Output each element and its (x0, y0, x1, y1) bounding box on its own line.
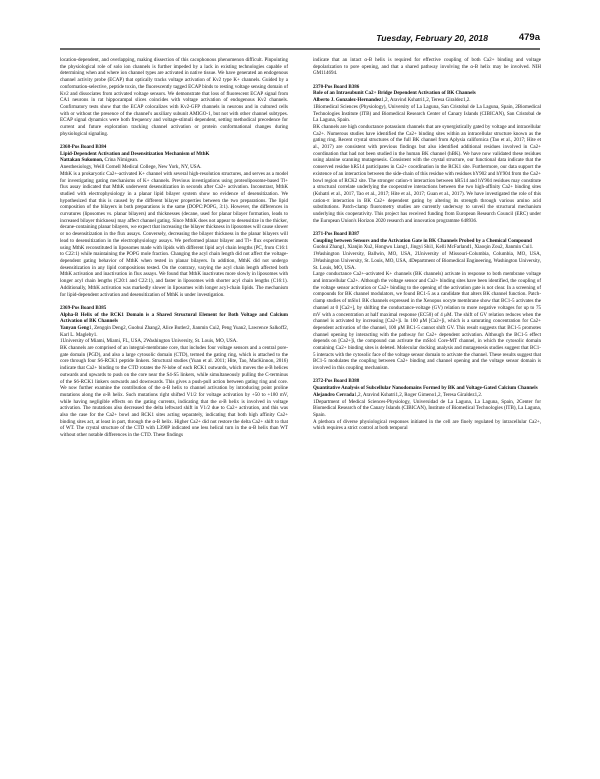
presenting-author: Alejandro Cerrada (313, 391, 355, 398)
left-column (60, 57, 288, 445)
abstract-2372 (313, 378, 541, 432)
co-authors: 1,2, Aravind Kshatri1,2, Roger Gimeno1,2, Teresa Giraldez1,2. (354, 391, 483, 398)
board-number: 2372-Pos Board B388 (313, 378, 360, 385)
page-number: 479a (518, 32, 540, 43)
co-authors: 1,2, Aravind Kshatri1,2, Teresa Giraldez1,2. (381, 97, 471, 104)
abstract-authors (60, 157, 288, 164)
abstract-title: Alpha-B Helix of the RCK1 Domain is a Shared Structural Element for Both Voltage and Calcium Activation of BK Channels (60, 311, 288, 325)
co-authors: Crina Nimigean. (103, 157, 139, 164)
abstract-title: Quantitative Analysis of Subcellular Nanodomains Formed by BK and Voltage-Gated Calcium Channels (313, 385, 538, 392)
board-number: 2370-Pos Board B386 (313, 83, 360, 90)
abstract-title: Coupling between Sensors and the Activation Gate in BK Channels Probed by a Chemical Compound (313, 237, 532, 244)
presenting-author: Alberto J. Gonzalez-Hernandez (313, 97, 382, 104)
abstract-authors (313, 97, 541, 104)
abstract-affiliation: Anesthesiology, Weill Cornell Medical College, New York, NY, USA. (60, 164, 202, 171)
abstract-continuation: location-dependent, and overlapping, making dissection of this cacophonous phenomenon difficult. Pinpointing the physiological role of solo ion channels is further impeded by a lack in existing technologies capable of determining when and where ion channel types are activated in native tissue. We have generated an endogenous channel activity probe (ECAP) that optically tracks voltage activation of Kv2 type K+ channels. Guided by a conformation-selective, peptide toxin, the fluorescently tagged ECAP binds to resting voltage sensing domain of Kv2 and dissociates from activated voltage sensors. We demonstrate that loss of fluorescent ECAP signal from CA1 neurons in rat hippocampal slices coincides with voltage activation of endogenous Kv2 channels. Confirmatory tests show that the ECAP colocalizes with Kv2-GFP channels in neurons and in cultured cells with or without the presence of the channel's auxiliary subunit AMIGO-1, but not with other channel subtypes. ECAP signal dynamics were both frequency and voltage-stimuli dependent, setting methodical precedence for current and future exploration tracking channel activation or protein conformational changes during physiological signaling. (60, 57, 288, 137)
presenting-author: Nattakan Sukomon, (60, 157, 104, 164)
abstract-affiliation: 1Washington University, Ballwin, MO, USA, 2University of Missouri-Columbia, Columbia, MO, USA, 3Washington University, St. Louis, MO, USA, 4Department of Biomedical Engineering, Washington University, St. Louis, MO, USA. (313, 251, 541, 271)
presenting-author: Yanyan Geng (60, 324, 90, 331)
board-number: 2369-Pos Board B385 (60, 304, 107, 311)
abstract-affiliation: 1Biomedical Sciences (Physiology), University of La Laguna, San Cristobal de La Laguna, Spain, 2Biomedical Technologies Institute (ITB) and Biomedical Research Center of Canary Islands (CIBICAN), San Cristobal de La Laguna, Spain. (313, 103, 541, 124)
co-authors: Guohui Zhang1, Xianjin Xu2, Hongwu Liang1, Jingyi Shi1, Kelli McFarland1, Xiaoqin Zou2, Jianmin Cui1. (313, 244, 534, 251)
board-number: 2368-Pos Board B384 (60, 144, 107, 151)
abstract-title: Lipid-Dependent Activation and Desensitization Mechanism of MthK (60, 150, 210, 157)
abstract-affiliation: 1Department of Medical Sciences-Physiology, Universidad de La Laguna, La Laguna, Spain, 2Center for Biomedical Research of the Canary Islands (CIBICAN), Institute of Biomedical Technologies (ITB), La Laguna, Spain. (313, 398, 542, 418)
abstract-authors (60, 325, 288, 338)
co-authors: 1, Zengqin Deng2, Guohui Zhang2, Alice Butler2, Jianmin Cui2, Peng Yuan2, Lawrence Salkoff2, Karl L. Magleby1. (60, 324, 288, 338)
abstract-body: BK channels are high conductance potassium channels that are synergistically gated by voltage and intracellular Ca2+. Numerous studies have identified the Ca2+ binding sites within an intracellular structure known as the gating ring. Recent crystal structures of the full BK channel from Aplysia californica (Tao et al., 2017; Hite et al., 2017) are consistent with previous findings but also identified additional residues involved in Ca2+ coordination that had not been studied in the human BK channel (hBK). We have now validated these residues using alanine scanning mutagenesis. Consistent with the crystal structure, our functional data indicate that the conserved residue hR514 participates in Ca2+ coordination in the RCK1 site. Furthermore, our data support the existence of an interaction between the side-chain of this residue with residues hY902 and hY904 from the Ca2+ bowl region of RCK2 site. The stronger cation-π interaction between hR514 and hY904 residues may constitute a structural correlate underlying the cooperative interactions between the two high-affinity Ca2+ binding sites (Kshatri et al., 2017, Tao et al., 2017; Hite et al., 2017; Guan et al., 2017). We have investigated the role of this cation-π interaction in BK Ca2+ dependent gating by altering its strength through various amino acid substitutions. Patch-clamp fluorometry studies are currently underway to unveil the structural mechanism underlying this cooperativity. This project has received funding from European Research Council (ERC) under the European Union's Horizon 2020 research and innovation programme 648936. (313, 123, 541, 224)
issue-date: Tuesday, February 20, 2018 (376, 33, 488, 43)
right-column (313, 57, 541, 439)
abstract-2369 (60, 305, 288, 439)
abstract-continuation: indicate that an intact α-B helix is required for effective coupling of both Ca2+ binding and voltage depolarization to pore opening, and that a shared pathway involving the α-B helix may be involved. NIH GM114694. (313, 57, 541, 77)
abstract-body: Large conductance Ca2+-activated K+ channels (BK channels) activate in response to both membrane voltage and intracellular Ca2+. Although the voltage sensor and Ca2+ binding sites have been identified, the coupling of the voltage sensor activation or Ca2+ binding to the opening of the activation gate is not clear. In a screening of compounds for BK channel modulators, we found BC1-5 as a candidate that alters BK channel function. Patch-clamp studies of mSlo1 BK channels expressed in the Xenopus oocyte membrane show that BC1-5 activates the channel at 0 [Ca2+], by shifting the conductance-voltage (GV) relation to more negative voltages for up to 75 mV with a concentration at half maximal response (EC50) of 4 μM. The shift of GV relation reduces when the channel is activated by increasing [Ca2+]i. In 100 μM [Ca2+]i, which is a saturating concentration for Ca2+ dependent activation of the channel, 100 μM BC1-5 cannot shift GV. This result suggests that BC1-5 promotes channel opening by interacting with the pathway for Ca2+ dependent activation. Although the BC1-5 effect depends on [Ca2+]i, the compound can activate the mSlo1 Core-MT channel, in which the cytosolic domain containing Ca2+ binding sites is deleted. Molecular docking analysis and mutagenesis studies suggest that BC1-5 interacts with the cytosolic face of the voltage sensor domain to activate the channel. These results suggest that BC1-5 modulates the coupling between Ca2+ binding and channel opening and the voltage sensor domain is involved in this coupling mechanism. (313, 271, 541, 372)
abstract-2371 (313, 231, 541, 372)
abstract-authors (313, 392, 541, 399)
board-number: 2371-Pos Board B387 (313, 231, 360, 238)
abstract-body: BK channels are comprised of an integral-membrane core, that includes four voltage sensors and a central pore-gate domain (PGD), and also a large cytosolic domain (CTD), termed the gating ring, which is attached to the core through four S6-RCK1 peptide linkers. Structural studies (Yuan et al. 2011; Hite, Tao, MacKinnon, 2016) indicate that Ca2+ binding to the CTD rotates the N-lobe of each RCK1 outwards, which moves the α-B helices outwards and upwards to push on the core near the S4-S5 linkers, while simultaneously pulling the C-terminus of the S6-RCK1 linkers outwards and downwards. This gives a push-pull action between gating ring and core. We now further examine the contribution of the α-B helix to channel activation by introducing point proline mutations along the α-B helix. Such mutations right shifted V1/2 for voltage activation by +50 to +180 mV, while having negligible effects on the gating currents, indicating that the α-B helix is involved in voltage activation. The mutations also decreased the delta leftward shift in V1/2 due to Ca2+ activation, and this was also the case for the Ca2+ bowl and RCK1 sites acting separately, indicating that both high affinity Ca2+ binding sites act, at least in part, through the α-B helix. Higher Ca2+ did not restore the delta Ca2+ shift to that of WT. The crystal structure of the CTD with L390P indicated one less helical turn in the α-B helix than WT without other notable differences in the CTD. These findings (60, 345, 288, 439)
abstract-body: A plethora of diverse physiological responses initiated in the cell are finely regulated by intracellular Ca2+, which requires a strict control at both temporal (313, 418, 541, 432)
abstract-2368 (60, 144, 288, 298)
abstract-title: Role of an Intrasubunit Ca2+ Bridge Dependent Activation of BK Channels (313, 90, 476, 97)
abstract-2370 (313, 84, 541, 225)
abstract-affiliation: 1University of Miami, Miami, FL, USA, 2Washington University, St. Louis, MO, USA. (60, 338, 238, 345)
abstract-body: MthK is a prokaryotic Ca2+-activated K+ channel with several high-resolution structures, and serves as a model for investigating gating mechanisms of K+ channels. Previous investigations using proteoliposome-based Tl+ flux assay indicated that MthK underwent desensitization in seconds after Ca2+ activation. Inconstrast, MthK studied with electrophysiology in a planar lipid bilayer system show no evidence of desensitization. We hypothesized that this is caused by the different bilayer properties between the two preparations. The lipid composition of the bilayers in both preparations is the same (DOPC:POPG, 3:1). However, the differences in curvatures (liposomes vs. planar bilayers) and thicknesses (decane, used for planar bilayer formation, leads to increased bilayer thickness) may affect channel gating. Since MthK does not appear to desensitize in the thicker, decane-containing planar bilayers, we expect that increasing the bilayer thickness in liposomes will cause slower or no desensitization in the flux assays. Conversely, decreasing the bilayer thickness in the planar bilayers will lead to desensitization in the electrophysiology assays. We performed planar bilayer and Tl+ flux experiments using MthK reconstituted in liposomes made with lipids with different lipid acyl chain lengths (PC, from C16:1 to C22:1) while maintaining the POPG mole fraction. Changing the acyl chain length did not affect the voltage-dependent gating behavior of MthK when tested in planar bilayers. In addition, MthK did not undergo desensitization in any lipid compositions tested. On the contrary, varying the acyl chain length affected both MthK activation and inactivation in flux assays. We found that MthK inactivates more slowly in liposomes with longer acyl chain lengths (C20:1 and C22:1), and faster in liposomes with shorter acyl chain lengths (C16:1). Additionally, MthK activation was markedly slower in liposomes with longer acyl-chain lipids. The mechanism for lipid-dependent activation and desensitization of MthK is under investigation. (60, 170, 288, 298)
page-header (60, 32, 540, 50)
